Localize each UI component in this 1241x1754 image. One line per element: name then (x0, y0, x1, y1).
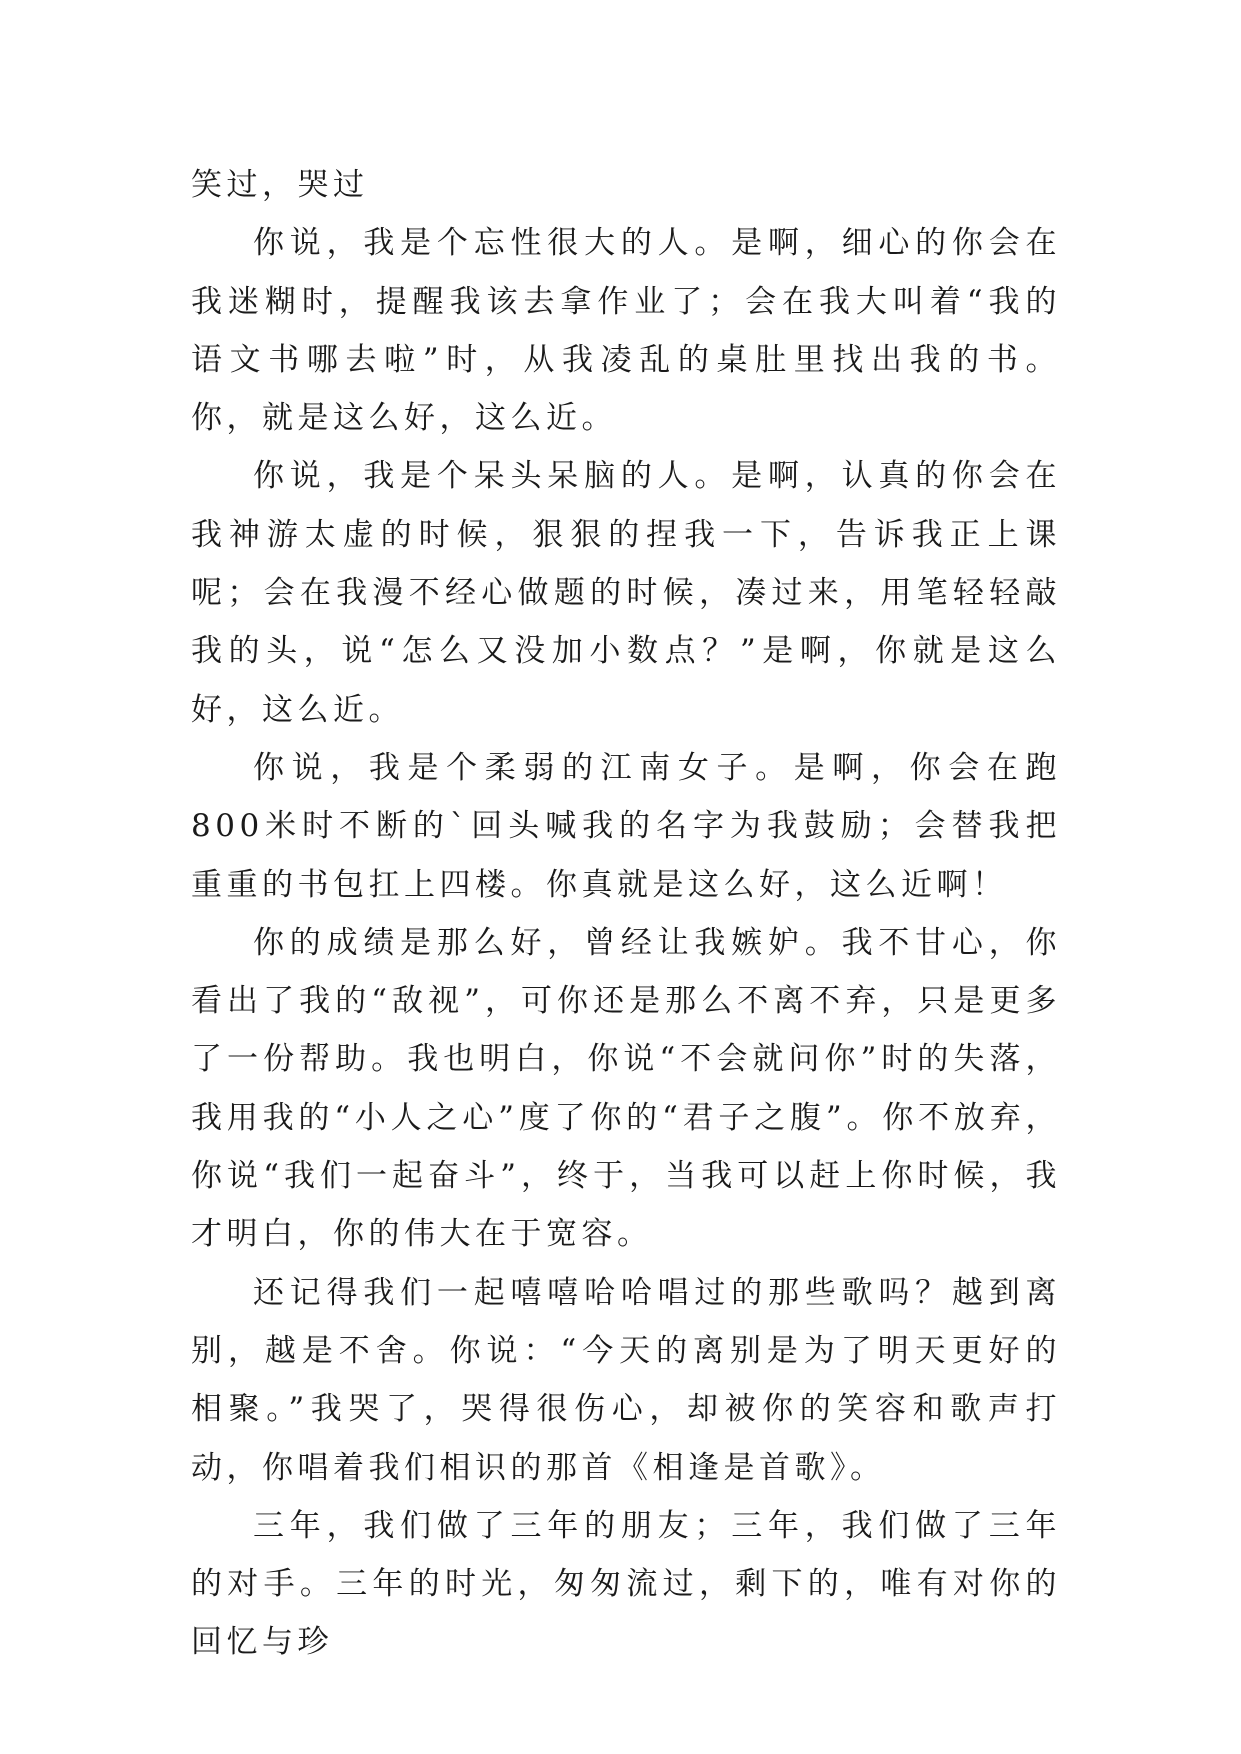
paragraph: 还记得我们一起嘻嘻哈哈唱过的那些歌吗？越到离别，越是不舍。你说：“今天的离别是为了明天更好的相聚。”我哭了，哭得很伤心，却被你的笑容和歌声打动，你唱着我们相识的那首《相逢是首歌》。 (191, 1274, 1061, 1486)
document-title: 笑过，哭过 (191, 167, 369, 203)
paragraph: 三年，我们做了三年的朋友；三年，我们做了三年的对手。三年的时光，匆匆流过，剩下的，唯有对你的回忆与珍 (191, 1507, 1061, 1661)
document-body (191, 156, 1061, 1672)
paragraph: 你说，我是个柔弱的江南女子。是啊，你会在跑800米时不断的`回头喊我的名字为我鼓励；会替我把重重的书包扛上四楼。你真就是这么好，这么近啊！ (191, 749, 1061, 903)
paragraph: 你说，我是个呆头呆脑的人。是啊，认真的你会在我神游太虚的时候，狠狠的捏我一下，告诉我正上课呢；会在我漫不经心做题的时候，凑过来，用笔轻轻敲我的头，说“怎么又没加小数点？”是啊，你就是这么好，这么近。 (191, 458, 1061, 728)
paragraph: 你的成绩是那么好，曾经让我嫉妒。我不甘心，你看出了我的“敌视”，可你还是那么不离不弃，只是更多了一份帮助。我也明白，你说“不会就问你”时的失落，我用我的“小人之心”度了你的“君子之腹”。你不放弃，你说“我们一起奋斗”，终于，当我可以赶上你时候，我才明白，你的伟大在于宽容。 (191, 924, 1061, 1253)
paragraph: 你说，我是个忘性很大的人。是啊，细心的你会在我迷糊时，提醒我该去拿作业了；会在我大叫着“我的语文书哪去啦”时，从我凌乱的桌肚里找出我的书。你，就是这么好，这么近。 (191, 225, 1061, 437)
